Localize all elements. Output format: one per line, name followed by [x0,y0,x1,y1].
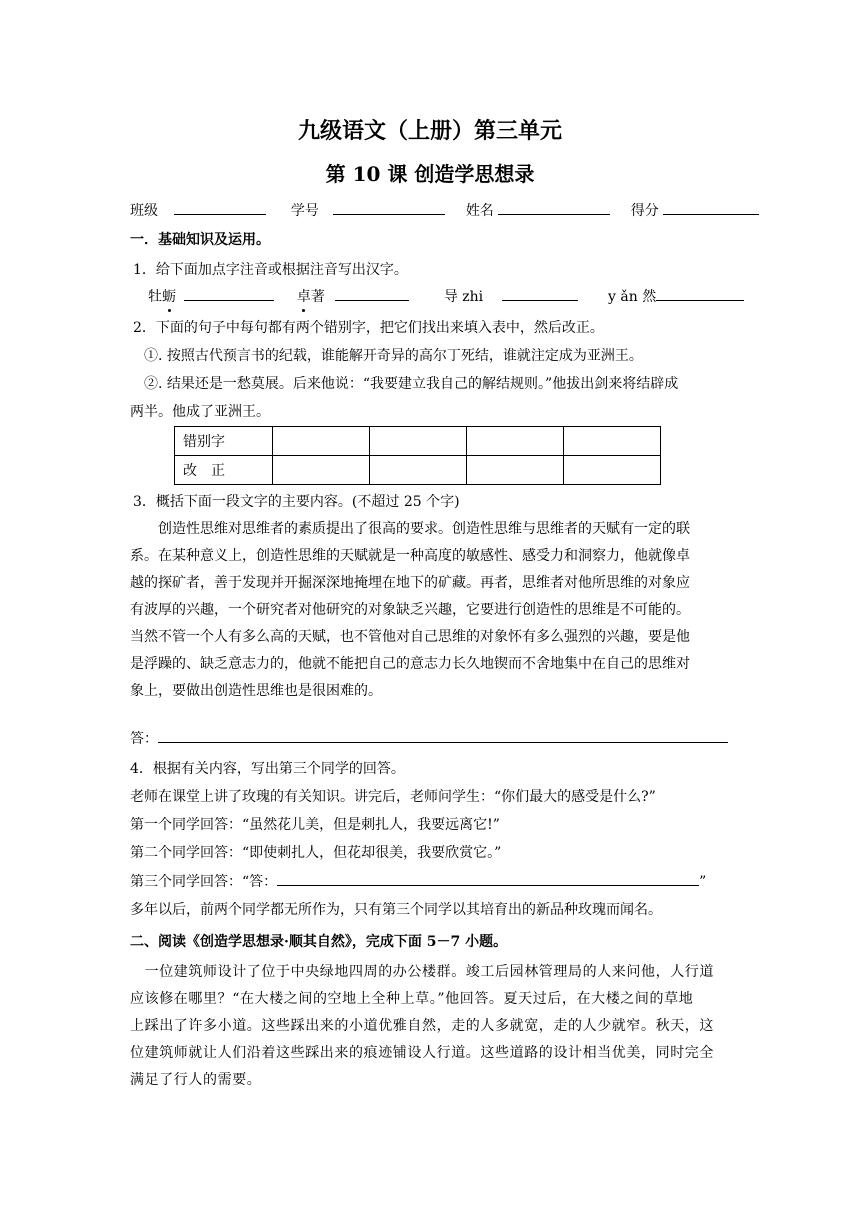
q1-answer-blank-4[interactable] [656,286,744,301]
section2-heading: 二、阅读《创造学思想录·顺其自然》，完成下面 5－7 小题。 [130,934,508,950]
q4-context: 老师在课堂上讲了玫瑰的有关知识。讲完后，老师问学生：“你们最大的感受是什么?” [130,789,656,805]
passage-line: 满足了行人的需要。 [130,1072,262,1088]
section1-heading: 一．基础知识及运用。 [130,232,270,248]
q4-answer-blank[interactable] [277,871,699,886]
correction-cell[interactable] [467,456,564,485]
q1-word2-char2: 著 [310,289,325,305]
section2-passage [130,959,730,1094]
correction-cell[interactable] [564,456,661,485]
q4-student3-label: 第三个同学回答：“答： [130,874,278,890]
class-field[interactable] [174,200,266,215]
score-label: 得分 [630,203,659,219]
passage-line: 当然不管一个人有多么高的天赋，也不管他对自己思维的对象怀有多么强烈的兴趣，要是他 [130,629,690,645]
q4-prompt: 4．根据有关内容，写出第三个同学的回答。 [130,761,405,777]
table-header-typos: 错别字 [175,427,273,456]
passage-line: 是浮躁的、缺乏意志力的，他就不能把自己的意志力长久地锲而不舍地集中在自己的思维对 [130,656,690,672]
q3-answer-label: 答： [130,731,158,747]
passage-line: 系。在某种意义上，创造性思维的天赋就是一种高度的敏感性、感受力和洞察力，他就像卓 [130,548,690,564]
q1-word4: y ǎn 然 [608,289,657,305]
q1-word1-char2-dotted: 蛎 [162,289,176,305]
typo-correction-table [174,426,661,485]
q4-student3-row [130,871,730,892]
student-info-row [130,200,730,221]
passage-line: 创造性思维对思维者的素质提出了很高的要求。创造性思维与思维者的天赋有一定的联 [130,521,690,537]
q2-sentence-2-line1: ②. 结果还是一愁莫展。后来他说：“我要建立我自己的解结规则。”他拔出剑来将结辟成 [144,376,679,392]
q2-prompt: 2．下面的句子中每句都有两个错别字，把它们找出来填入表中，然后改正。 [133,320,604,336]
q4-student2: 第二个同学回答：“即使刺扎人，但花却很美，我要欣赏它。” [130,845,502,861]
q2-sentence-1: ①. 按照古代预言书的纪载，谁能解开奇异的高尔丁死结，谁就注定成为亚洲王。 [144,348,643,364]
q1-word1-char1: 牡 [148,289,162,305]
q1-word3: 导 zhi [443,289,484,305]
q3-prompt: 3．概括下面一段文字的主要内容。(不超过 25 个字) [133,494,460,510]
q1-answer-blank-2[interactable] [335,286,409,301]
student-id-field[interactable] [333,200,445,215]
q3-answer-row [130,728,730,749]
lesson-title: 第 10 课 创造学思想录 [325,162,535,186]
typo-cell[interactable] [467,427,564,456]
table-header-corrections: 改 正 [175,456,273,485]
passage-line: 有波厚的兴趣，一个研究者对他研究的对象缺乏兴趣，它要进行创造性的思维是不可能的。 [130,602,690,618]
q1-word2-char1-dotted: 卓 [296,289,311,305]
page-title: 九级语文（上册）第三单元 [297,118,562,144]
student-id-label: 学号 [290,203,319,219]
q4-close-quote: ” [699,874,707,890]
correction-cell[interactable] [370,456,467,485]
correction-cell[interactable] [273,456,370,485]
table-row-typos [175,427,661,456]
q3-passage [130,516,730,705]
passage-line: 越的探矿者，善于发现并开掘深深地掩埋在地下的矿藏。再者，思维者对他所思维的对象应 [130,575,690,591]
q2-sentence-2-line2: 两半。他成了亚洲王。 [130,404,270,420]
q1-prompt: 1．给下面加点字注音或根据注音写出汉字。 [133,262,408,278]
passage-line: 一位建筑师设计了位于中央绿地四周的办公楼群。竣工后园林管理局的人来问他，人行道 [130,964,714,980]
q1-answer-blank-1[interactable] [184,286,274,301]
q1-items-row [148,286,748,307]
name-field[interactable] [498,200,610,215]
q4-conclusion: 多年以后，前两个同学都无所作为，只有第三个同学以其培育出的新品种玫瑰而闻名。 [130,902,662,918]
q4-student1: 第一个同学回答：“虽然花儿美，但是刺扎人，我要远离它!” [130,817,500,833]
typo-cell[interactable] [370,427,467,456]
class-label: 班级 [130,203,158,219]
score-field[interactable] [663,200,759,215]
passage-line: 位建筑师就让人们沿着这些踩出来的痕迹铺设人行道。这些道路的设计相当优美，同时完全 [130,1045,714,1061]
q3-answer-blank[interactable] [158,728,728,743]
passage-line: 上踩出了许多小道。这些踩出来的小道优雅自然，走的人多就宽，走的人少就窄。秋天，这 [130,1018,714,1034]
passage-line: 应该修在哪里？“在大楼之间的空地上全种上草。”他回答。夏天过后，在大楼之间的草地 [130,991,694,1007]
typo-cell[interactable] [564,427,661,456]
q1-answer-blank-3[interactable] [502,286,578,301]
passage-line: 象上，要做出创造性思维也是很困难的。 [130,683,382,699]
typo-cell[interactable] [273,427,370,456]
table-row-corrections [175,456,661,485]
name-label: 姓名 [465,203,494,219]
